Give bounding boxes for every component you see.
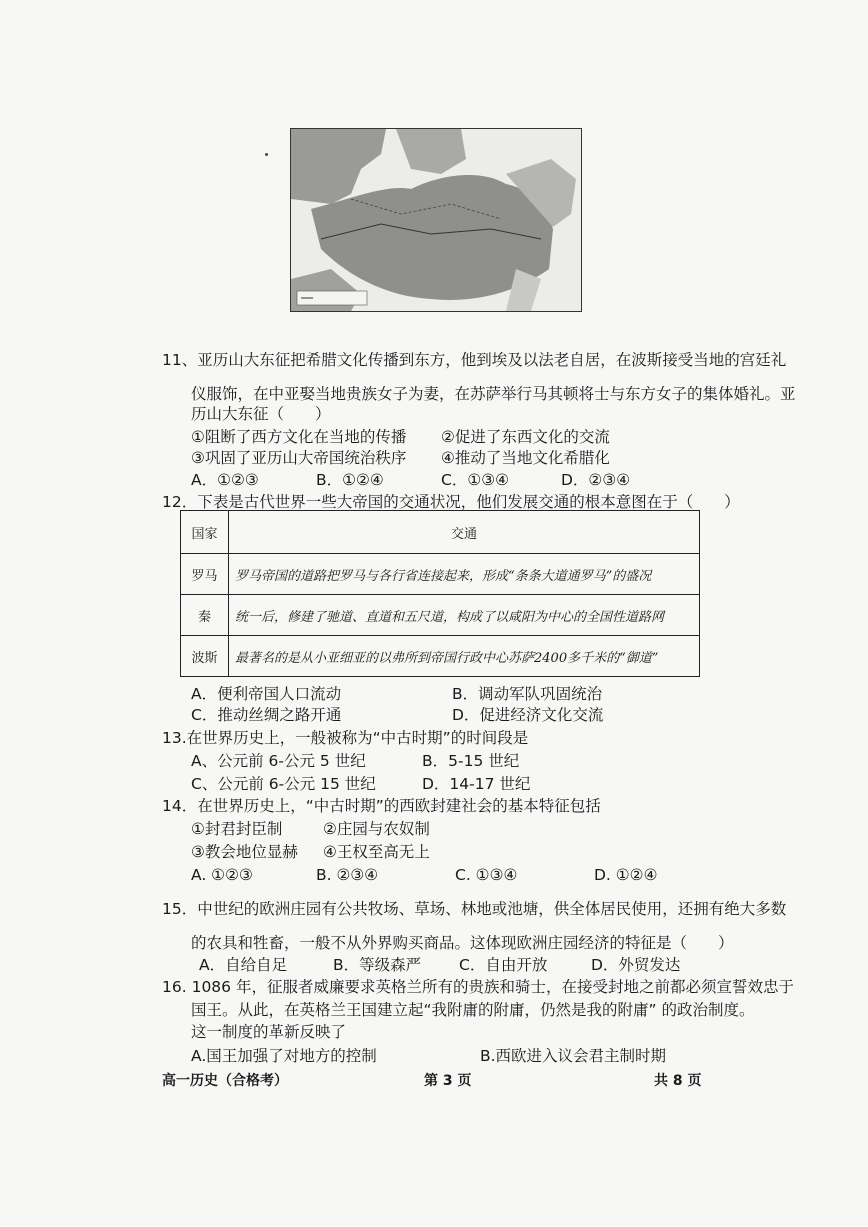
q15-stem-line1: 15．中世纪的欧洲庄园有公共牧场、草场、林地或池塘，供全体居民使用，还拥有绝大多数 <box>162 900 787 918</box>
q14-option-c: C. ①③④ <box>455 866 518 884</box>
table-row <box>181 554 700 595</box>
footer-subject: 高一历史（合格考） <box>162 1073 288 1089</box>
q11-statement-4: ④推动了当地文化希腊化 <box>441 449 610 467</box>
q12-stem: 12．下表是古代世界一些大帝国的交通状况，他们发展交通的根本意图在于（ ） <box>162 493 740 511</box>
q12-option-c: C．推动丝绸之路开通 <box>191 706 342 724</box>
table-cell-country: 秦 <box>181 595 229 636</box>
q11-option-a: A．①②③ <box>191 471 259 489</box>
q16-option-a: A.国王加强了对地方的控制 <box>191 1047 377 1065</box>
q16-option-b: B.西欧进入议会君主制时期 <box>480 1047 667 1065</box>
q13-option-d: D．14-17 世纪 <box>422 775 531 793</box>
q14-statement-2: ②庄园与农奴制 <box>323 820 430 838</box>
q14-statement-3: ③教会地位显赫 <box>191 843 298 861</box>
q11-statement-3: ③巩固了亚历山大帝国统治秩序 <box>191 449 407 467</box>
table-cell-transport: 罗马帝国的道路把罗马与各行省连接起来，形成“条条大道通罗马”的盛况 <box>229 554 700 595</box>
q14-option-b: B. ②③④ <box>316 866 379 884</box>
footer-page-number: 第 3 页 <box>424 1073 472 1089</box>
q11-option-c: C．①③④ <box>441 471 510 489</box>
q11-statement-2: ②促进了东西文化的交流 <box>441 428 610 446</box>
q13-option-b: B．5-15 世纪 <box>422 752 520 770</box>
q12-option-a: A．便利帝国人口流动 <box>191 685 342 703</box>
q13-option-c: C、公元前 6-公元 15 世纪 <box>191 775 376 793</box>
table-cell-transport: 最著名的是从小亚细亚的以弗所到帝国行政中心苏萨2400多千米的“御道” <box>229 636 700 677</box>
q14-stem: 14．在世界历史上，“中古时期”的西欧封建社会的基本特征包括 <box>162 797 601 815</box>
historical-map-figure <box>290 128 582 312</box>
q11-statement-1: ①阻断了西方文化在当地的传播 <box>191 428 407 446</box>
q16-stem-line2: 国王。从此，在英格兰王国建立起“我附庸的附庸，仍然是我的附庸” 的政治制度。 <box>191 1001 755 1019</box>
q12-option-d: D．促进经济文化交流 <box>452 706 604 724</box>
q15-option-d: D．外贸发达 <box>591 956 681 974</box>
q15-option-b: B．等级森严 <box>333 956 422 974</box>
table-header-cell: 交通 <box>229 511 700 554</box>
q15-option-c: C．自由开放 <box>459 956 548 974</box>
q12-option-b: B．调动军队巩固统治 <box>452 685 603 703</box>
q14-statement-4: ④王权至高无上 <box>323 843 430 861</box>
table-cell-transport: 统一后，修建了驰道、直道和五尺道，构成了以咸阳为中心的全国性道路网 <box>229 595 700 636</box>
scan-speck <box>265 153 268 156</box>
q14-statement-1: ①封君封臣制 <box>191 820 283 838</box>
q11-stem-line3: 历山大东征（ ） <box>191 405 331 423</box>
q13-stem: 13.在世界历史上，一般被称为“中古时期”的时间段是 <box>162 729 529 747</box>
table-row <box>181 595 700 636</box>
q11-option-b: B．①②④ <box>316 471 384 489</box>
q11-stem-line2: 仪服饰，在中亚娶当地贵族女子为妻，在苏萨举行马其顿将士与东方女子的集体婚礼。亚 <box>191 385 796 403</box>
table-cell-country: 罗马 <box>181 554 229 595</box>
q13-option-a: A、公元前 6-公元 5 世纪 <box>191 752 366 770</box>
q14-option-d: D. ①②④ <box>594 866 658 884</box>
q14-option-a: A. ①②③ <box>191 866 253 884</box>
q16-stem-line3: 这一制度的革新反映了 <box>191 1023 347 1041</box>
footer-total-pages: 共 8 页 <box>654 1073 702 1089</box>
table-cell-country: 波斯 <box>181 636 229 677</box>
q15-option-a: A．自给自足 <box>199 956 288 974</box>
q11-stem-line1: 11、亚历山大东征把希腊文化传播到东方，他到埃及以法老自居，在波斯接受当地的宫廷礼 <box>162 351 787 369</box>
q12-transport-table <box>180 510 700 677</box>
table-header-row <box>181 511 700 554</box>
q11-option-d: D．②③④ <box>561 471 631 489</box>
table-row <box>181 636 700 677</box>
table-header-cell: 国家 <box>181 511 229 554</box>
q16-stem-line1: 16. 1086 年，征服者威廉要求英格兰所有的贵族和骑士，在接受封地之前都必须宣誓效忠于 <box>162 978 794 996</box>
q15-stem-line2: 的农具和牲畜，一般不从外界购买商品。这体现欧洲庄园经济的特征是（ ） <box>191 934 734 952</box>
